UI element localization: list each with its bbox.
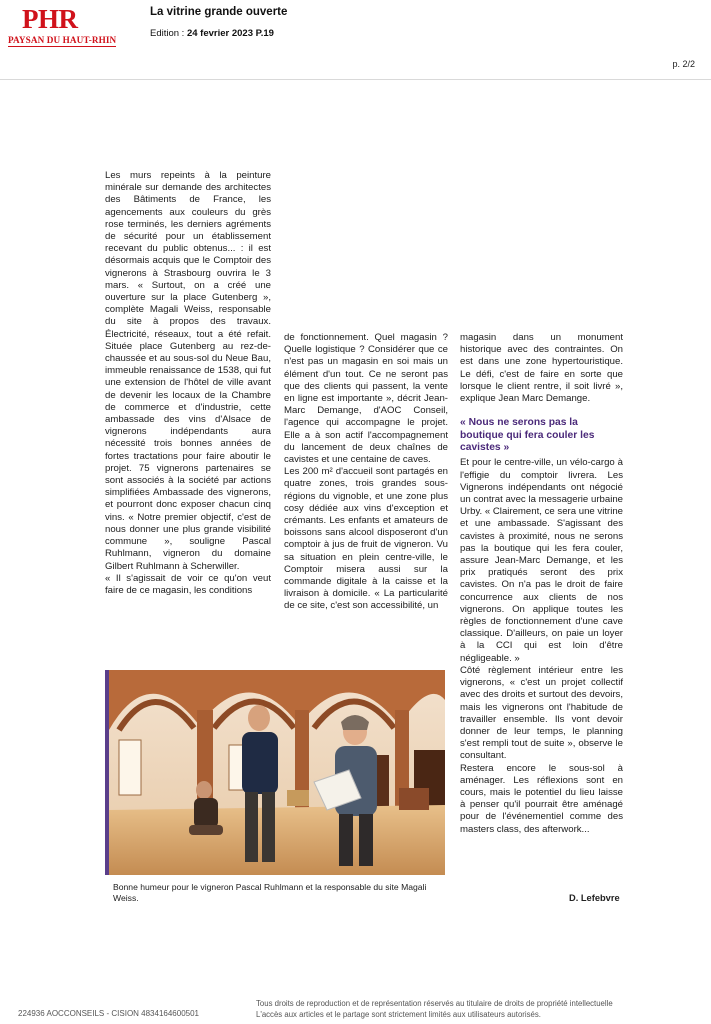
logo-wordmark: PHR <box>22 4 78 34</box>
edition-value: 24 fevrier 2023 P.19 <box>186 28 274 39</box>
paragraph: magasin dans un monument historique avec des contraintes. On est dans une zone hypertouristique. Le défi, c'est de faire en sorte que lorsque le client rentre, il soit livré », explique Jean Marc Demange. <box>460 332 623 405</box>
page-number: p. 2/2 <box>672 59 695 69</box>
article-column-1 <box>105 170 271 597</box>
photo-caption: Bonne humeur pour le vigneron Pascal Ruhlmann et la responsable du site Magali Weiss. <box>113 882 427 903</box>
edition-line <box>150 28 274 39</box>
paragraph: Les 200 m² d'accueil sont partagés en quatre zones, trois grandes sous-régions du vignoble, et une zone plus cosy dédiée aux vins d'exception et crémants. Les enfants et amateurs de boissons sans alcool disposeront d'un comptoir à jus de fruit de vigneron. Vu sa situation en plein centre-ville, le Comptoir misera aussi sur la commande digitale à la caisse et la livraison à domicile. « La particularité de ce site, c'est son accessibilité, un <box>284 466 448 612</box>
newspaper-logo <box>8 6 126 46</box>
article-title: La vitrine grande ouverte <box>150 6 288 18</box>
paragraph: « Il s'agissait de voir ce qu'on veut faire de ce magasin, les conditions <box>105 572 271 596</box>
article-column-2 <box>284 332 448 613</box>
article-column-3 <box>460 332 623 836</box>
paragraph: Les murs repeints à la peinture minérale sur demande des architectes des Bâtiments de France, les agencements aux couleurs du grès rose terminés, les derniers agréments de sécurité pour un établissement recevant du public obtenus... : il est désormais acquis que le Comptoir des vignerons à Strasbourg ouvrira le 3 mars. « Surtout, on a créé une ouverture sur la place Gutenberg », complète Magali Weiss, responsable du site à propos des travaux. Électricité, réseaux, tout a été refait. Située place Gutenberg au rez-de-chaussée et au sous-sol du Neue Bau, immeuble renaissance de 1538, qui fut une extension de l'hôtel de ville avant de devenir les locaux de la Chambre de commerce et d'industrie, cette ambassade des vins d'Alsace de vignerons indépendants aura nécessité trois bonnes années de fortes tractations pour faire aboutir le projet. 75 vignerons partenaires se sont associés à la société par actions simplifiées Ambassade des vignerons, et pourront donc exposer chacun cinq vins. « Notre premier objectif, c'est de nous donner une plus grande visibilité commune », souligne Pascal Ruhlmann, vigneron du domaine Gilbert Ruhlmann à Scherwiller. <box>105 170 271 572</box>
paragraph: de fonctionnement. Quel magasin ? Quelle logistique ? Considérer que ce n'est pas un magasin en soi mais un élément d'un tout. Ce ne seront pas que des clients qui passent, la vente en ligne est importante », décrit Jean-Marc Demange, d'AOC Conseil, l'agence qui accompagne le projet. Elle a à son actif l'accompagnement du lancement de deux chaînes de cavistes et une centaine de caves. <box>284 332 448 466</box>
article-photo <box>105 670 445 875</box>
paragraph: Côté règlement intérieur entre les vignerons, « c'est un projet collectif avec des droits et surtout des devoirs, mais les vignerons ont l'habitude de travailler ensemble. Ils vont devoir donner de leur temps, le planning s'est rempli tout de suite », observe le consultant. <box>460 664 623 762</box>
footer-copyright <box>256 999 686 1020</box>
edition-label: Edition : <box>150 28 185 39</box>
author-signature: D. Lefebvre <box>569 893 620 903</box>
copyright-line: L'accès aux articles et le partage sont strictement limités aux utilisateurs autorisés. <box>256 1009 541 1019</box>
header-divider <box>0 79 711 80</box>
paragraph: Et pour le centre-ville, un vélo-cargo à l'effigie du comptoir livrera. Les Vignerons indépendants ont négocié un contrat avec la messagerie urbaine Urby. « Clairement, ce sera une vitrine et une ambassade. S'agissant des cavistes à proximité, nous ne serons pas la boutique qui les fera couler, assure Jean-Marc Demange, et les prix pratiqués seront des prix cavistes. On n'a pas le droit de faire concurrence aux clients de nos vignerons. On applique toutes les règles de fonctionnement d'une cave classique. D'ailleurs, on paie un loyer à la CCI qui est loin d'être négligeable. » <box>460 457 623 664</box>
copyright-line: Tous droits de reproduction et de représentation réservés au titulaire de droits de propriété intellectuelle <box>256 999 613 1008</box>
logo-subtitle: PAYSAN DU HAUT-RHIN <box>8 35 117 45</box>
footer-reference: 224936 AOCCONSEILS - CISION 4834164600501 <box>18 1009 199 1018</box>
photo-illustration <box>109 670 445 875</box>
paragraph: Restera encore le sous-sol à aménager. Les réflexions sont en cours, mais le potentiel du lieu laisse à penser qu'il pourrait être aménagé pour de l'événementiel comme des masters class, des afterwork... <box>460 762 623 835</box>
subheading: « Nous ne serons pas la boutique qui fera couler les cavistes » <box>460 417 595 454</box>
